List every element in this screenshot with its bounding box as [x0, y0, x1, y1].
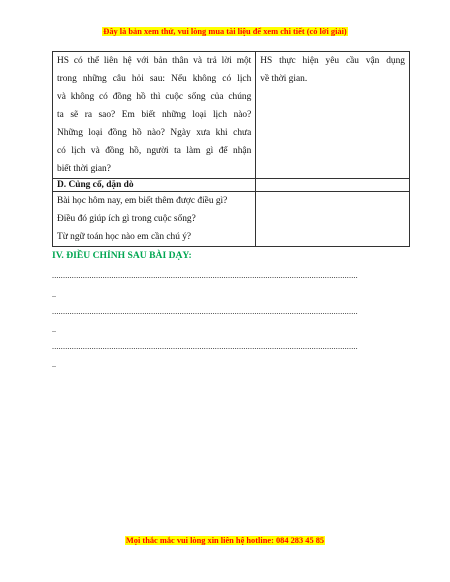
empty-cell	[256, 179, 410, 192]
dotted-line: ..	[52, 290, 56, 299]
student-line: HS thực hiện yêu cầu vận dụng	[260, 56, 405, 66]
student-line: về thời gian.	[260, 74, 308, 84]
activity-line: có lịch và đồng hồ, người ta làm gì để nhận	[57, 146, 252, 156]
dotted-line: ..	[52, 360, 56, 369]
empty-cell	[256, 192, 410, 247]
dotted-line: ...........................................................................................................................................	[52, 342, 358, 351]
section-title: D. Củng cố, dặn dò	[57, 180, 134, 190]
activity-line: HS có thể liên hệ với bản thân và trả lời một	[57, 56, 252, 66]
review-line: Bài học hôm nay, em biết thêm được điều gì?	[57, 196, 228, 206]
dotted-line: ...........................................................................................................................................	[52, 271, 358, 280]
table-row	[53, 192, 410, 247]
dotted-line: ...........................................................................................................................................	[52, 307, 358, 316]
preview-banner	[0, 27, 450, 36]
section-title-cell	[53, 179, 256, 192]
hotline-banner-text: Mọi thắc mắc vui lòng xin liên hệ hotline: 084 283 45 85	[125, 536, 325, 545]
activity-line: trong những câu hỏi sau: Nếu không có lịch	[57, 74, 252, 84]
review-cell	[53, 192, 256, 247]
adjustment-heading: IV. ĐIỀU CHỈNH SAU BÀI DẠY:	[52, 250, 192, 261]
preview-banner-text: Đây là bản xem thử, vui lòng mua tài liệu để xem chi tiết (có lời giải)	[103, 27, 347, 36]
dotted-line: ..	[52, 325, 56, 334]
lesson-table	[52, 51, 410, 247]
table-row	[53, 52, 410, 179]
table-row	[53, 179, 410, 192]
hotline-banner	[0, 536, 450, 545]
student-activity-cell	[256, 52, 410, 179]
activity-line: Những loại đồng hồ nào? Ngày xưa khi chưa	[57, 128, 252, 138]
activity-cell	[53, 52, 256, 179]
activity-line: ta sẽ ra sao? Em biết những loại lịch nào?	[57, 110, 252, 120]
activity-line: và không có đồng hồ thì cuộc sống của chúng	[57, 92, 252, 102]
review-line: Từ ngữ toán học nào em cần chú ý?	[57, 232, 192, 242]
activity-line: biết thời gian?	[57, 164, 111, 174]
review-line: Điều đó giúp ích gì trong cuộc sống?	[57, 214, 196, 224]
